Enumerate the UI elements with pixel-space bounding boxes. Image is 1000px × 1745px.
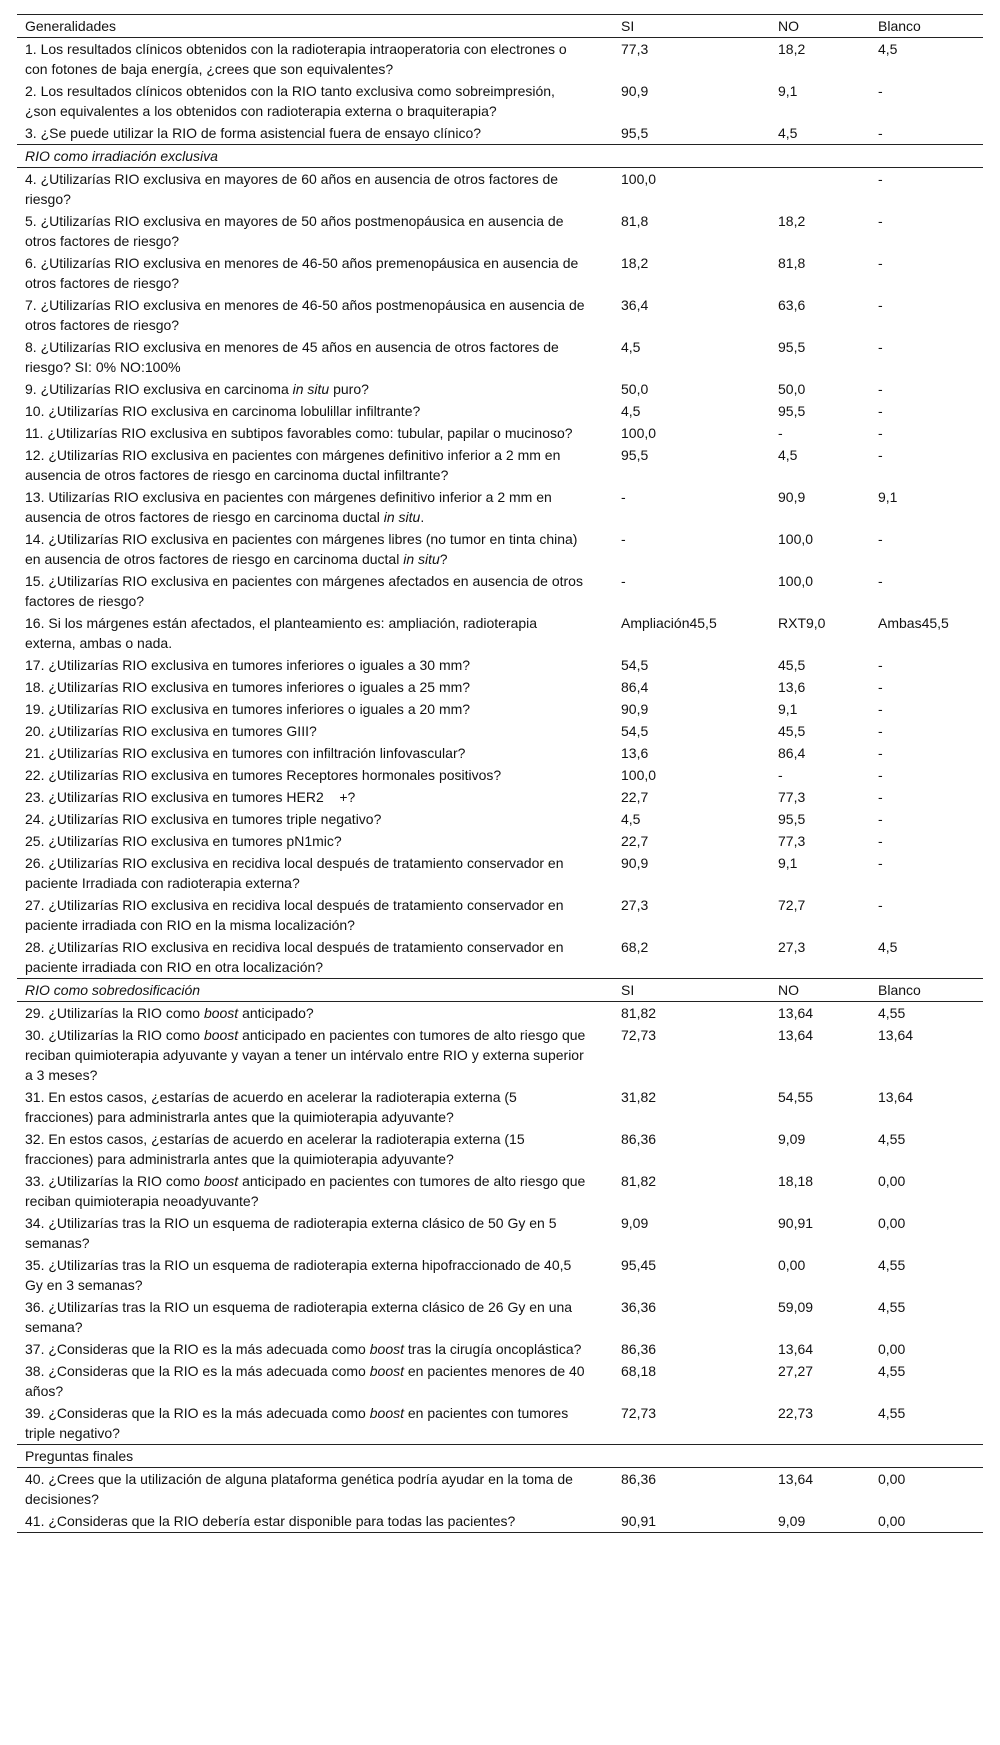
- no-value-cell: 4,5: [778, 125, 798, 141]
- question-cell: 21. ¿Utilizarías RIO exclusiva en tumores con infiltración linfovascular?: [25, 745, 466, 761]
- no-value-cell: 72,7: [778, 897, 806, 913]
- table-row: [17, 720, 983, 742]
- question-cell: 17. ¿Utilizarías RIO exclusiva en tumores inferiores o iguales a 30 mm?: [25, 657, 471, 673]
- no-value-cell: 13,64: [778, 1471, 814, 1487]
- column-header-no: NO: [770, 15, 870, 38]
- table-row: [17, 894, 983, 936]
- table-row: [17, 168, 983, 211]
- si-value-cell: 22,7: [621, 833, 649, 849]
- no-value-cell: -: [778, 425, 783, 441]
- blanco-value-cell: -: [878, 297, 883, 313]
- no-value-cell: 13,6: [778, 679, 806, 695]
- si-value-cell: 13,6: [621, 745, 649, 761]
- no-value-cell: 100,0: [778, 573, 814, 589]
- si-value-cell: 90,9: [621, 83, 649, 99]
- table-row: [17, 1338, 983, 1360]
- no-value-cell: 95,5: [778, 339, 806, 355]
- question-cell: 29. ¿Utilizarías la RIO como boost anticipado?: [25, 1005, 314, 1021]
- question-cell: 18. ¿Utilizarías RIO exclusiva en tumores inferiores o iguales a 25 mm?: [25, 679, 471, 695]
- blanco-value-cell: 4,55: [878, 1363, 906, 1379]
- column-header-blanco: Blanco: [870, 15, 983, 38]
- question-cell: 20. ¿Utilizarías RIO exclusiva en tumores GIII?: [25, 723, 317, 739]
- si-value-cell: 86,36: [621, 1341, 657, 1357]
- table-row: [17, 1254, 983, 1296]
- table-row: [17, 1170, 983, 1212]
- section-title: Generalidades: [17, 15, 613, 38]
- question-cell: 33. ¿Utilizarías la RIO como boost anticipado en pacientes con tumores de alto riesgo que reciban quimioterapia neoadyuvante?: [25, 1173, 586, 1209]
- table-row: [17, 1402, 983, 1445]
- si-value-cell: 100,0: [621, 171, 657, 187]
- question-cell: 36. ¿Utilizarías tras la RIO un esquema de radioterapia externa clásico de 26 Gy en una semana?: [25, 1299, 573, 1335]
- si-value-cell: -: [621, 531, 626, 547]
- question-cell: 5. ¿Utilizarías RIO exclusiva en mayores de 50 años postmenopáusica en ausencia de otros factores de riesgo?: [25, 213, 564, 249]
- table-row: [17, 1212, 983, 1254]
- survey-table-container: [17, 14, 983, 1533]
- blanco-value-cell: 4,55: [878, 1299, 906, 1315]
- si-value-cell: 77,3: [621, 41, 649, 57]
- question-cell: 26. ¿Utilizarías RIO exclusiva en recidiva local después de tratamiento conservador en paciente Irradiada con radioterapia externa?: [25, 855, 564, 891]
- table-row: [17, 378, 983, 400]
- si-value-cell: 50,0: [621, 381, 649, 397]
- question-cell: 15. ¿Utilizarías RIO exclusiva en pacientes con márgenes afectados en ausencia de otros factores de riesgo?: [25, 573, 583, 609]
- no-value-cell: 95,5: [778, 811, 806, 827]
- no-value-cell: 18,2: [778, 41, 806, 57]
- no-value-cell: 13,64: [778, 1341, 814, 1357]
- question-cell: 1. Los resultados clínicos obtenidos con la radioterapia intraoperatoria con electrones o con fotones de baja energía, ¿crees que son equivalentes?: [25, 41, 567, 77]
- no-value-cell: 13,64: [778, 1005, 814, 1021]
- question-cell: 10. ¿Utilizarías RIO exclusiva en carcinoma lobulillar infiltrante?: [25, 403, 421, 419]
- question-cell: 35. ¿Utilizarías tras la RIO un esquema de radioterapia externa hipofraccionado de 40,5 Gy en 3 semanas?: [25, 1257, 572, 1293]
- table-row: [17, 210, 983, 252]
- no-value-cell: 18,2: [778, 213, 806, 229]
- column-header-si: SI: [613, 15, 770, 38]
- table-row: [17, 294, 983, 336]
- si-value-cell: 4,5: [621, 403, 641, 419]
- question-cell: 41. ¿Consideras que la RIO debería estar disponible para todas las pacientes?: [17, 1510, 613, 1533]
- question-cell: 34. ¿Utilizarías tras la RIO un esquema de radioterapia externa clásico de 50 Gy en 5 semanas?: [25, 1215, 557, 1251]
- table-row: [17, 80, 983, 122]
- blanco-value-cell: -: [878, 789, 883, 805]
- section-title: RIO como irradiación exclusiva: [17, 145, 613, 168]
- column-header-blanco: [870, 1445, 983, 1468]
- question-cell: 7. ¿Utilizarías RIO exclusiva en menores de 46-50 años postmenopáusica en ausencia de otros factores de riesgo?: [25, 297, 585, 333]
- section-title: RIO como sobredosificación: [17, 979, 613, 1002]
- si-value-cell: 100,0: [621, 767, 657, 783]
- table-row: [17, 570, 983, 612]
- column-header-si: [613, 1445, 770, 1468]
- no-value-cell: 4,5: [778, 447, 798, 463]
- section-header-row: [17, 1445, 983, 1468]
- table-row: [17, 742, 983, 764]
- table-row: [17, 252, 983, 294]
- si-value-cell: -: [621, 489, 626, 505]
- table-row: [17, 698, 983, 720]
- question-cell: 11. ¿Utilizarías RIO exclusiva en subtipos favorables como: tubular, papilar o mucinoso?: [25, 425, 573, 441]
- table-row: [17, 654, 983, 676]
- question-cell: 14. ¿Utilizarías RIO exclusiva en pacientes con márgenes libres (no tumor en tinta china) en ausencia de otros factores de riesgo en carcinoma ductal in situ?: [25, 531, 578, 567]
- question-cell: 27. ¿Utilizarías RIO exclusiva en recidiva local después de tratamiento conservador en paciente irradiada con RIO en la misma localización?: [25, 897, 564, 933]
- si-value-cell: 9,09: [621, 1215, 649, 1231]
- question-cell: 2. Los resultados clínicos obtenidos con la RIO tanto exclusiva como sobreimpresión, ¿son equivalentes a los obtenidos con radioterapia externa o braquiterapia?: [25, 83, 555, 119]
- blanco-value-cell: -: [878, 213, 883, 229]
- table-body: [17, 15, 983, 1533]
- column-header-no: [770, 1445, 870, 1468]
- question-cell: 19. ¿Utilizarías RIO exclusiva en tumores inferiores o iguales a 20 mm?: [25, 701, 471, 717]
- si-value-cell: 90,91: [613, 1510, 770, 1533]
- table-row: [17, 528, 983, 570]
- no-value-cell: 86,4: [778, 745, 806, 761]
- si-value-cell: 81,82: [621, 1173, 657, 1189]
- si-value-cell: 72,73: [621, 1027, 657, 1043]
- no-value-cell: 9,1: [778, 83, 798, 99]
- question-cell: 39. ¿Consideras que la RIO es la más adecuada como boost en pacientes con tumores triple negativo?: [25, 1405, 569, 1441]
- blanco-value-cell: 0,00: [870, 1510, 983, 1533]
- no-value-cell: 45,5: [778, 657, 806, 673]
- no-value-cell: 0,00: [778, 1257, 806, 1273]
- no-value-cell: 81,8: [778, 255, 806, 271]
- si-value-cell: 86,36: [621, 1131, 657, 1147]
- no-value-cell: 100,0: [778, 531, 814, 547]
- no-value-cell: 95,5: [778, 403, 806, 419]
- blanco-value-cell: -: [878, 573, 883, 589]
- table-row: [17, 1296, 983, 1338]
- si-value-cell: 86,4: [621, 679, 649, 695]
- column-header-blanco: Blanco: [870, 979, 983, 1002]
- table-row: [17, 786, 983, 808]
- blanco-value-cell: -: [878, 767, 883, 783]
- no-value-cell: 54,55: [778, 1089, 814, 1105]
- section-header-row: [17, 145, 983, 168]
- no-value-cell: 18,18: [778, 1173, 814, 1189]
- blanco-value-cell: -: [878, 657, 883, 673]
- question-cell: 16. Si los márgenes están afectados, el planteamiento es: ampliación, radioterapia externa, ambas o nada.: [25, 615, 538, 651]
- si-value-cell: 22,7: [621, 789, 649, 805]
- table-row: [17, 1086, 983, 1128]
- no-value-cell: RXT9,0: [778, 615, 826, 631]
- question-cell: 12. ¿Utilizarías RIO exclusiva en pacientes con márgenes definitivo inferior a 2 mm en ausencia de otros factores de riesgo en carcinoma ductal infiltrante?: [25, 447, 561, 483]
- column-header-no: NO: [770, 979, 870, 1002]
- blanco-value-cell: -: [878, 255, 883, 271]
- table-row: [17, 852, 983, 894]
- si-value-cell: 81,8: [621, 213, 649, 229]
- blanco-value-cell: -: [878, 701, 883, 717]
- table-row: [17, 1510, 983, 1533]
- question-cell: 31. En estos casos, ¿estarías de acuerdo en acelerar la radioterapia externa (5 fracciones) para administrarla antes que la quimioterapia adyuvante?: [25, 1089, 517, 1125]
- table-row: [17, 808, 983, 830]
- column-header-blanco: [870, 145, 983, 168]
- table-row: [17, 1024, 983, 1086]
- blanco-value-cell: 13,64: [878, 1089, 914, 1105]
- column-header-si: [613, 145, 770, 168]
- blanco-value-cell: 4,5: [878, 939, 898, 955]
- no-value-cell: 9,1: [778, 701, 798, 717]
- no-value-cell: 22,73: [778, 1405, 814, 1421]
- table-row: [17, 444, 983, 486]
- question-cell: 9. ¿Utilizarías RIO exclusiva en carcinoma in situ puro?: [25, 381, 369, 397]
- blanco-value-cell: 0,00: [878, 1471, 906, 1487]
- no-value-cell: 9,09: [778, 1131, 806, 1147]
- si-value-cell: 81,82: [621, 1005, 657, 1021]
- column-header-no: [770, 145, 870, 168]
- si-value-cell: 95,45: [621, 1257, 657, 1273]
- blanco-value-cell: -: [878, 723, 883, 739]
- si-value-cell: 36,4: [621, 297, 649, 313]
- table-row: [17, 830, 983, 852]
- blanco-value-cell: -: [878, 125, 883, 141]
- si-value-cell: 90,9: [621, 701, 649, 717]
- si-value-cell: Ampliación45,5: [621, 615, 717, 631]
- no-value-cell: 77,3: [778, 789, 806, 805]
- question-cell: 24. ¿Utilizarías RIO exclusiva en tumores triple negativo?: [25, 811, 382, 827]
- question-cell: 38. ¿Consideras que la RIO es la más adecuada como boost en pacientes menores de 40 años?: [25, 1363, 585, 1399]
- no-value-cell: 50,0: [778, 381, 806, 397]
- no-value-cell: 59,09: [778, 1299, 814, 1315]
- blanco-value-cell: 0,00: [878, 1215, 906, 1231]
- question-cell: 23. ¿Utilizarías RIO exclusiva en tumores HER2 +?: [25, 789, 356, 805]
- blanco-value-cell: -: [878, 679, 883, 695]
- no-value-cell: 63,6: [778, 297, 806, 313]
- blanco-value-cell: 4,55: [878, 1005, 906, 1021]
- blanco-value-cell: -: [878, 745, 883, 761]
- section-title: Preguntas finales: [17, 1445, 613, 1468]
- blanco-value-cell: 9,1: [878, 489, 898, 505]
- section-header-row: [17, 979, 983, 1002]
- blanco-value-cell: 0,00: [878, 1173, 906, 1189]
- si-value-cell: 68,18: [621, 1363, 657, 1379]
- si-value-cell: 4,5: [621, 811, 641, 827]
- table-row: [17, 422, 983, 444]
- si-value-cell: 100,0: [621, 425, 657, 441]
- si-value-cell: 95,5: [621, 447, 649, 463]
- question-cell: 25. ¿Utilizarías RIO exclusiva en tumores pN1mic?: [25, 833, 342, 849]
- table-row: [17, 400, 983, 422]
- blanco-value-cell: -: [878, 833, 883, 849]
- si-value-cell: 31,82: [621, 1089, 657, 1105]
- si-value-cell: 72,73: [621, 1405, 657, 1421]
- table-row: [17, 1468, 983, 1511]
- si-value-cell: 68,2: [621, 939, 649, 955]
- blanco-value-cell: -: [878, 425, 883, 441]
- section-header-row: [17, 15, 983, 38]
- question-cell: 32. En estos casos, ¿estarías de acuerdo en acelerar la radioterapia externa (15 fracciones) para administrarla antes que la quimioterapia adyuvante?: [25, 1131, 525, 1167]
- blanco-value-cell: 4,5: [878, 41, 898, 57]
- question-cell: 30. ¿Utilizarías la RIO como boost anticipado en pacientes con tumores de alto riesgo que reciban quimioterapia adyuvante y vayan a tener un intérvalo entre RIO y externa superior a 3 meses?: [25, 1027, 586, 1083]
- question-cell: 6. ¿Utilizarías RIO exclusiva en menores de 46-50 años premenopáusica en ausencia de otros factores de riesgo?: [25, 255, 579, 291]
- no-value-cell: 27,3: [778, 939, 806, 955]
- no-value-cell: 77,3: [778, 833, 806, 849]
- si-value-cell: 86,36: [621, 1471, 657, 1487]
- table-row: [17, 1002, 983, 1025]
- si-value-cell: 4,5: [621, 339, 641, 355]
- si-value-cell: 54,5: [621, 723, 649, 739]
- si-value-cell: 18,2: [621, 255, 649, 271]
- no-value-cell: 45,5: [778, 723, 806, 739]
- no-value-cell: -: [778, 767, 783, 783]
- blanco-value-cell: -: [878, 447, 883, 463]
- blanco-value-cell: 13,64: [878, 1027, 914, 1043]
- table-row: [17, 1128, 983, 1170]
- question-cell: 8. ¿Utilizarías RIO exclusiva en menores de 45 años en ausencia de otros factores de riesgo? SI: 0% NO:100%: [25, 339, 559, 375]
- blanco-value-cell: 4,55: [878, 1257, 906, 1273]
- question-cell: 28. ¿Utilizarías RIO exclusiva en recidiva local después de tratamiento conservador en paciente irradiada con RIO en otra localización?: [25, 939, 564, 975]
- si-value-cell: 95,5: [621, 125, 649, 141]
- blanco-value-cell: -: [878, 811, 883, 827]
- si-value-cell: -: [621, 573, 626, 589]
- blanco-value-cell: -: [878, 897, 883, 913]
- blanco-value-cell: -: [878, 171, 883, 187]
- no-value-cell: 9,1: [778, 855, 798, 871]
- blanco-value-cell: 0,00: [878, 1341, 906, 1357]
- no-value-cell: 90,91: [778, 1215, 814, 1231]
- blanco-value-cell: 4,55: [878, 1405, 906, 1421]
- si-value-cell: 36,36: [621, 1299, 657, 1315]
- table-row: [17, 38, 983, 81]
- survey-results-table: [17, 14, 983, 1533]
- question-cell: 40. ¿Crees que la utilización de alguna plataforma genética podría ayudar en la toma de decisiones?: [25, 1471, 573, 1507]
- question-cell: 22. ¿Utilizarías RIO exclusiva en tumores Receptores hormonales positivos?: [25, 767, 502, 783]
- table-row: [17, 936, 983, 979]
- question-cell: 4. ¿Utilizarías RIO exclusiva en mayores de 60 años en ausencia de otros factores de riesgo?: [25, 171, 559, 207]
- question-cell: 13. Utilizarías RIO exclusiva en pacientes con márgenes definitivo inferior a 2 mm en ausencia de otros factores de riesgo en carcinoma ductal in situ.: [25, 489, 552, 525]
- blanco-value-cell: -: [878, 381, 883, 397]
- blanco-value-cell: -: [878, 855, 883, 871]
- blanco-value-cell: -: [878, 531, 883, 547]
- column-header-si: SI: [613, 979, 770, 1002]
- no-value-cell: [770, 168, 870, 211]
- blanco-value-cell: -: [878, 83, 883, 99]
- table-row: [17, 676, 983, 698]
- si-value-cell: 90,9: [621, 855, 649, 871]
- blanco-value-cell: 4,55: [878, 1131, 906, 1147]
- table-row: [17, 764, 983, 786]
- table-row: [17, 486, 983, 528]
- no-value-cell: 13,64: [778, 1027, 814, 1043]
- table-row: [17, 336, 983, 378]
- blanco-value-cell: Ambas45,5: [878, 615, 949, 631]
- blanco-value-cell: -: [878, 403, 883, 419]
- table-row: [17, 1360, 983, 1402]
- no-value-cell: 27,27: [778, 1363, 814, 1379]
- blanco-value-cell: -: [878, 339, 883, 355]
- table-row: [17, 122, 983, 145]
- no-value-cell: 90,9: [778, 489, 806, 505]
- question-cell: 37. ¿Consideras que la RIO es la más adecuada como boost tras la cirugía oncoplástica?: [25, 1341, 582, 1357]
- si-value-cell: 27,3: [621, 897, 649, 913]
- question-cell: 3. ¿Se puede utilizar la RIO de forma asistencial fuera de ensayo clínico?: [25, 125, 482, 141]
- no-value-cell: 9,09: [770, 1510, 870, 1533]
- si-value-cell: 54,5: [621, 657, 649, 673]
- table-row: [17, 612, 983, 654]
